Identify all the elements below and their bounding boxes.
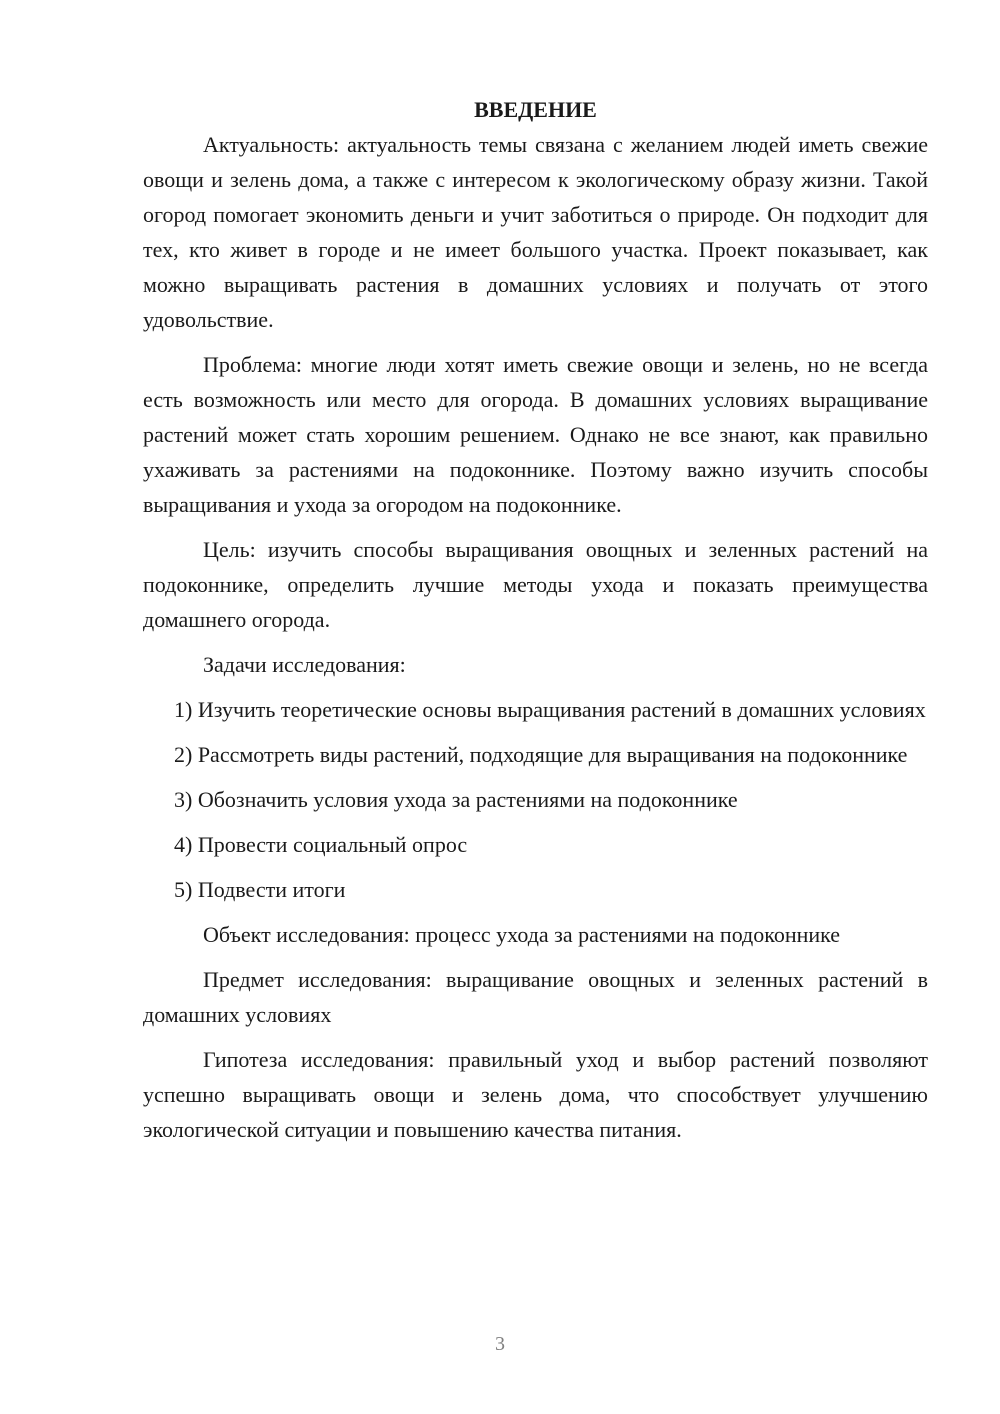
tasks-list: [143, 692, 928, 907]
goal-paragraph: Цель: изучить способы выращивания овощных и зеленных растений на подоконнике, определить лучшие методы ухода и показать преимущества домашнего огорода.: [143, 537, 928, 632]
task-item: 5) Подвести итоги: [174, 877, 346, 902]
task-item: 1) Изучить теоретические основы выращивания растений в домашних условиях: [174, 697, 926, 722]
task-item: 2) Рассмотреть виды растений, подходящие для выращивания на подоконнике: [174, 742, 908, 767]
relevance-paragraph: Актуальность: актуальность темы связана с желанием людей иметь свежие овощи и зелень дома, а также с интересом к экологическому образу жизни. Такой огород помогает экономить деньги и учит заботиться о природе. Он подходит для тех, кто живет в городе и не имеет большого участка. Проект показывает, как можно выращивать растения в домашних условиях и получать от этого удовольствие.: [143, 132, 928, 332]
hypothesis-paragraph: Гипотеза исследования: правильный уход и выбор растений позволяют успешно выращивать овощи и зелень дома, что способствует улучшению экологической ситуации и повышению качества питания.: [143, 1047, 928, 1142]
task-item: 3) Обозначить условия ухода за растениями на подоконнике: [174, 787, 738, 812]
object-paragraph: Объект исследования: процесс ухода за растениями на подоконнике: [203, 922, 841, 947]
tasks-heading: Задачи исследования:: [203, 652, 406, 677]
task-item: 4) Провести социальный опрос: [174, 832, 468, 857]
problem-paragraph: Проблема: многие люди хотят иметь свежие овощи и зелень, но не всегда есть возможность или место для огорода. В домашних условиях выращивание растений может стать хорошим решением. Однако не все знают, как правильно ухаживать за растениями на подоконнике. Поэтому важно изучить способы выращивания и ухода за огородом на подоконнике.: [143, 352, 928, 517]
page-number: 3: [495, 1333, 505, 1355]
page-title: ВВЕДЕНИЕ: [474, 97, 597, 122]
subject-paragraph: Предмет исследования: выращивание овощных и зеленных растений в домашних условиях: [143, 967, 928, 1027]
document-page: [143, 92, 928, 1157]
